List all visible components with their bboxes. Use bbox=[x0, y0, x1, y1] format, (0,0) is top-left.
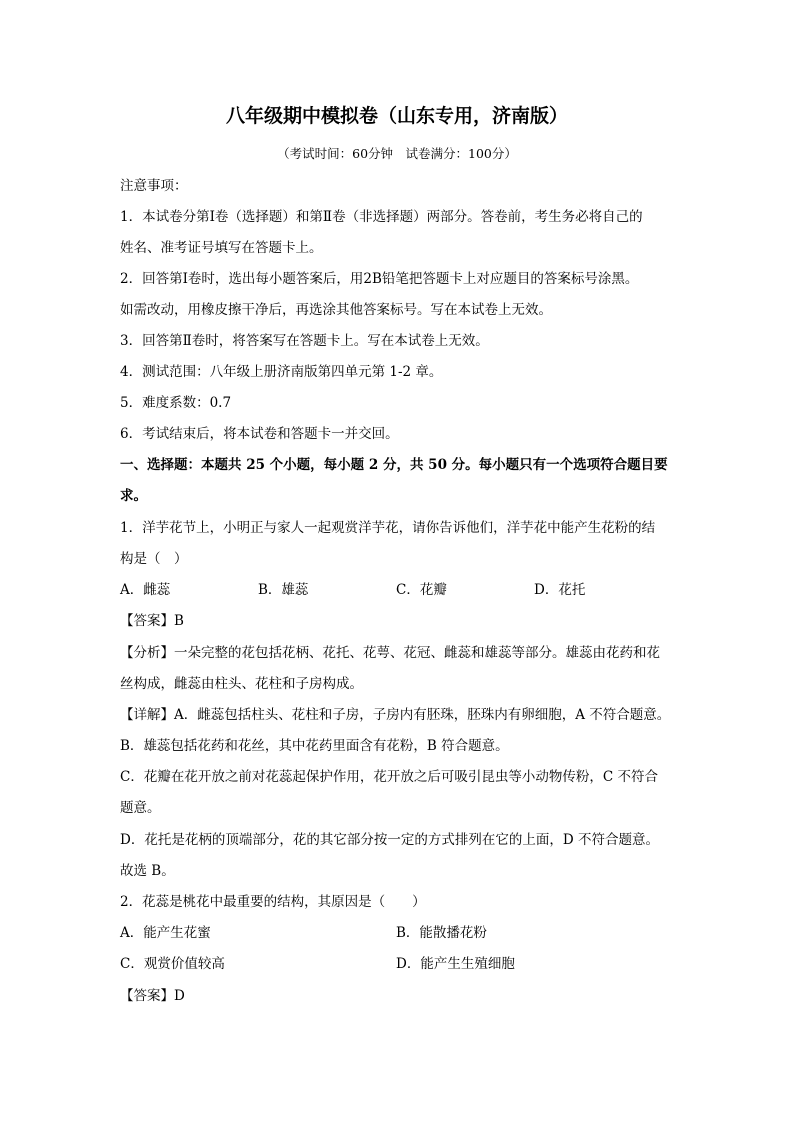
answer-line: 【答案】D bbox=[120, 988, 185, 1004]
option-b: B．能散播花粉 bbox=[396, 925, 487, 941]
option-c: C．观赏价值较高 bbox=[120, 956, 225, 972]
detail-line: B．雄蕊包括花药和花丝，其中花药里面含有花粉，B 符合题意。 bbox=[120, 738, 509, 754]
section-heading: 求。 bbox=[120, 488, 147, 504]
detail-line: 题意。 bbox=[120, 800, 161, 816]
question-stem: 2．花蕊是桃花中最重要的结构，其原因是（ ） bbox=[120, 894, 426, 910]
analysis-line: 【分析】一朵完整的花包括花柄、花托、花萼、花冠、雌蕊和雄蕊等部分。雄蕊由花药和花 bbox=[120, 645, 660, 661]
option-d: D．能产生生殖细胞 bbox=[396, 956, 515, 972]
note-line: 如需改动，用橡皮擦干净后，再选涂其他答案标号。写在本试卷上无效。 bbox=[120, 302, 552, 318]
detail-line: 【详解】A．雌蕊包括柱头、花柱和子房，子房内有胚珠，胚珠内有卵细胞，A 不符合题意。 bbox=[120, 707, 671, 723]
notes-heading: 注意事项： bbox=[120, 178, 188, 194]
detail-line: 故选 B。 bbox=[120, 863, 175, 879]
question-stem: 1．洋芋花节上，小明正与家人一起观赏洋芋花，请你告诉他们，洋芋花中能产生花粉的结 bbox=[120, 520, 656, 536]
option-d: D．花托 bbox=[534, 582, 586, 598]
option-a: A．能产生花蜜 bbox=[120, 925, 211, 941]
analysis-line: 丝构成，雌蕊由柱头、花柱和子房构成。 bbox=[120, 676, 363, 692]
detail-line: C．花瓣在花开放之前对花蕊起保护作用，花开放之后可吸引昆虫等小动物传粉，C 不符合 bbox=[120, 769, 658, 785]
option-c: C．花瓣 bbox=[396, 582, 447, 598]
note-line: 1．本试卷分第Ⅰ卷（选择题）和第Ⅱ卷（非选择题）两部分。答卷前，考生务必将自己的 bbox=[120, 209, 643, 225]
detail-line: D．花托是花柄的顶端部分，花的其它部分按一定的方式排列在它的上面，D 不符合题意。 bbox=[120, 832, 659, 848]
section-heading: 一、选择题：本题共 25 个小题，每小题 2 分，共 50 分。每小题只有一个选项符合题目要 bbox=[120, 457, 668, 473]
note-line: 姓名、准考证号填写在答题卡上。 bbox=[120, 240, 323, 256]
question-stem: 构是（ ） bbox=[120, 551, 188, 567]
note-line: 2．回答第Ⅰ卷时，选出每小题答案后，用2B铅笔把答题卡上对应题目的答案标号涂黑。 bbox=[120, 271, 639, 287]
note-line: 5．难度系数：0.7 bbox=[120, 395, 232, 411]
note-line: 6．考试结束后，将本试卷和答题卡一并交回。 bbox=[120, 426, 399, 442]
answer-line: 【答案】B bbox=[120, 613, 184, 629]
exam-info: （考试时间：60分钟 试卷满分：100分） bbox=[277, 146, 517, 161]
page-title: 八年级期中模拟卷（山东专用，济南版） bbox=[225, 105, 568, 127]
note-line: 4．测试范围：八年级上册济南版第四单元第 1-2 章。 bbox=[120, 364, 443, 380]
option-b: B．雄蕊 bbox=[258, 582, 309, 598]
option-a: A．雌蕊 bbox=[120, 582, 171, 598]
note-line: 3．回答第Ⅱ卷时，将答案写在答题卡上。写在本试卷上无效。 bbox=[120, 333, 489, 349]
